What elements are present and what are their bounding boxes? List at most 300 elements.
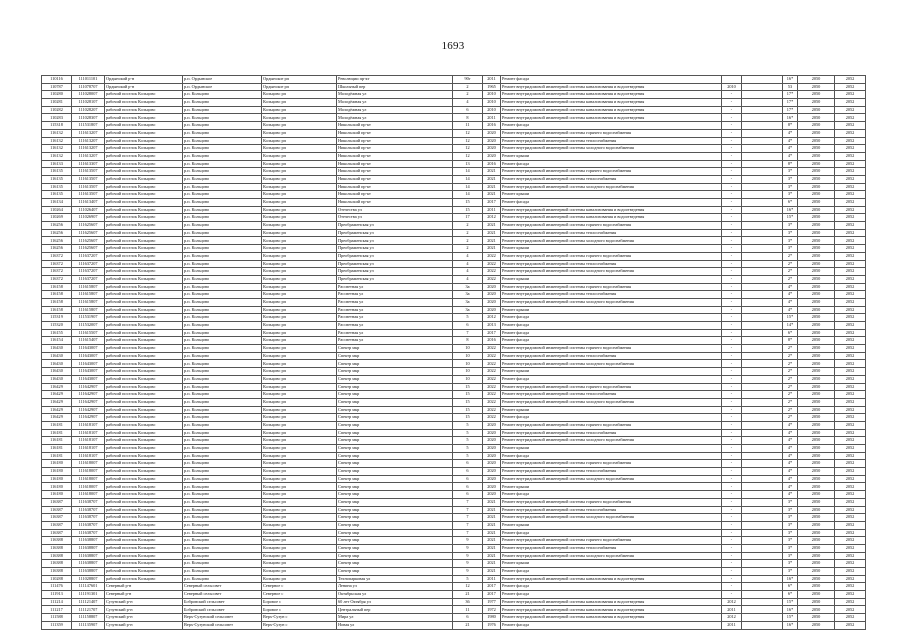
cell-fias-code: 111615407 [72, 337, 105, 345]
cell-k-value: 15* [783, 214, 798, 222]
cell-municipality: Северный сельсовет [183, 583, 262, 591]
cell-cost [742, 537, 783, 545]
cell-build-year: 2020 [483, 129, 501, 137]
cell-work-type: Ремонт внутридомовой инженерной системы канализования и водоотведения [501, 206, 722, 214]
table-row [42, 306, 866, 314]
cell-house-id: 115318 [42, 122, 72, 130]
cell-cost [742, 560, 783, 568]
cell-house-id: 111214 [42, 598, 72, 606]
cell-street: Никольский пр-кт [337, 183, 453, 191]
cell-locality: Кольцово рп [262, 360, 337, 368]
cell-work-type: Ремонт внутридомовой инженерной системы холодного водоснабжения [501, 475, 722, 483]
cell-house-id: 116180 [42, 483, 72, 491]
cell-municipality: р.п. Кольцово [183, 245, 262, 253]
cell-build-year: 2022 [483, 268, 501, 276]
cell-locality: Кольцово рп [262, 145, 337, 153]
cell-plan-year-start: 2050 [798, 76, 835, 84]
cell-municipality: р.п. Кольцово [183, 99, 262, 107]
cell-street: Спектр мкр [337, 468, 453, 476]
cell-plan-year-end: 2052 [835, 222, 866, 230]
cell-district: рабочий поселок Кольцово [105, 544, 183, 552]
cell-plan-year-start: 2050 [798, 552, 835, 560]
cell-plan-year-start: 2050 [798, 429, 835, 437]
cell-locality: Кольцово рп [262, 398, 337, 406]
cell-street: Никольский пр-кт [337, 152, 453, 160]
cell-locality: Кольцово рп [262, 568, 337, 576]
cell-locality: Ордынское рп [262, 76, 337, 84]
cell-work-type: Ремонт внутридомовой инженерной системы холодного водоснабжения [501, 183, 722, 191]
table-row [42, 606, 866, 614]
cell-locality: Кольцово рп [262, 245, 337, 253]
cell-street: Спектр мкр [337, 537, 453, 545]
cell-k-value: 4* [783, 445, 798, 453]
cell-street: Никольский пр-кт [337, 122, 453, 130]
cell-cost [742, 76, 783, 84]
cell-plan-year-start: 2050 [798, 614, 835, 622]
cell-work-type: Ремонт фасада [501, 199, 722, 207]
table-row [42, 537, 866, 545]
cell-work-type: Ремонт внутридомовой инженерной системы холодного водоснабжения [501, 298, 722, 306]
cell-locality: Боровое с [262, 606, 337, 614]
cell-street: Преображенская ул [337, 252, 453, 260]
cell-locality: Кольцово рп [262, 375, 337, 383]
cell-repair-year: - [722, 375, 742, 383]
cell-street: Школьный пер [337, 83, 453, 91]
cell-build-year: 1976 [483, 621, 501, 629]
cell-plan-year-start: 2050 [798, 137, 835, 145]
cell-repair-year: - [722, 383, 742, 391]
cell-house-number: 4 [453, 268, 483, 276]
cell-locality: Кольцово рп [262, 383, 337, 391]
cell-fias-code: 111613207 [72, 137, 105, 145]
cell-build-year: 2021 [483, 568, 501, 576]
cell-plan-year-end: 2052 [835, 560, 866, 568]
cell-municipality: р.п. Кольцово [183, 329, 262, 337]
cell-repair-year: 2010 [722, 83, 742, 91]
cell-fias-code: 111532007 [72, 322, 105, 330]
cell-k-value: 2* [783, 391, 798, 399]
cell-municipality: р.п. Кольцово [183, 237, 262, 245]
cell-plan-year-start: 2050 [798, 99, 835, 107]
table-row [42, 114, 866, 122]
cell-street: Молодёжная ул [337, 91, 453, 99]
cell-work-type: Ремонт внутридомовой инженерной системы горячего водоснабжения [501, 168, 722, 176]
cell-house-number: 6 [453, 322, 483, 330]
cell-locality: Кольцово рп [262, 275, 337, 283]
cell-municipality: р.п. Кольцово [183, 421, 262, 429]
cell-plan-year-start: 2050 [798, 506, 835, 514]
cell-municipality: р.п. Ордынское [183, 76, 262, 84]
cell-work-type: Ремонт крыши [501, 368, 722, 376]
table-row [42, 445, 866, 453]
cell-municipality: р.п. Кольцово [183, 383, 262, 391]
cell-locality: Ордынское рп [262, 83, 337, 91]
cell-work-type: Ремонт крыши [501, 560, 722, 568]
registry-body [42, 76, 866, 630]
cell-build-year: 2011 [483, 114, 501, 122]
cell-k-value: 3* [783, 237, 798, 245]
cell-build-year: 2020 [483, 298, 501, 306]
cell-plan-year-start: 2050 [798, 491, 835, 499]
cell-plan-year-end: 2052 [835, 483, 866, 491]
cell-house-number: 12 [453, 129, 483, 137]
cell-house-number: 14 [453, 175, 483, 183]
cell-district: рабочий поселок Кольцово [105, 283, 183, 291]
cell-repair-year: - [722, 437, 742, 445]
table-row [42, 322, 866, 330]
cell-house-number: 7 [453, 529, 483, 537]
cell-cost [742, 506, 783, 514]
cell-house-id: 110281 [42, 99, 72, 107]
cell-locality: Кольцово рп [262, 460, 337, 468]
cell-locality: Кольцово рп [262, 152, 337, 160]
cell-work-type: Ремонт внутридомовой инженерной системы канализования и водоотведения [501, 83, 722, 91]
cell-street: Преображенская ул [337, 268, 453, 276]
cell-municipality: р.п. Кольцово [183, 137, 262, 145]
cell-work-type: Ремонт внутридомовой инженерной системы горячего водоснабжения [501, 252, 722, 260]
cell-house-number: 6 [453, 468, 483, 476]
cell-house-id: 116135 [42, 191, 72, 199]
cell-municipality: р.п. Кольцово [183, 568, 262, 576]
cell-district: рабочий поселок Кольцово [105, 491, 183, 499]
cell-k-value: 3* [783, 168, 798, 176]
table-row [42, 421, 866, 429]
table-row [42, 106, 866, 114]
cell-build-year: 2022 [483, 375, 501, 383]
cell-street: Спектр мкр [337, 460, 453, 468]
cell-cost [742, 498, 783, 506]
cell-build-year: 2021 [483, 560, 501, 568]
cell-municipality: р.п. Кольцово [183, 168, 262, 176]
cell-plan-year-end: 2052 [835, 368, 866, 376]
cell-plan-year-start: 2050 [798, 206, 835, 214]
cell-cost [742, 521, 783, 529]
cell-district: рабочий поселок Кольцово [105, 337, 183, 345]
cell-k-value: 4* [783, 145, 798, 153]
table-row [42, 583, 866, 591]
cell-municipality: р.п. Кольцово [183, 375, 262, 383]
cell-cost [742, 260, 783, 268]
cell-plan-year-end: 2052 [835, 76, 866, 84]
cell-plan-year-end: 2052 [835, 252, 866, 260]
cell-cost [742, 445, 783, 453]
cell-plan-year-end: 2052 [835, 614, 866, 622]
cell-fias-code: 111028107 [72, 99, 105, 107]
cell-plan-year-start: 2050 [798, 583, 835, 591]
cell-fias-code: 111121407 [72, 598, 105, 606]
table-row [42, 199, 866, 207]
cell-cost [742, 460, 783, 468]
table-row [42, 498, 866, 506]
cell-fias-code: 111638707 [72, 529, 105, 537]
cell-repair-year: 2012 [722, 598, 742, 606]
cell-house-id: 116388 [42, 560, 72, 568]
cell-plan-year-end: 2052 [835, 283, 866, 291]
cell-fias-code: 111615807 [72, 291, 105, 299]
cell-fias-code: 111615807 [72, 306, 105, 314]
cell-repair-year: - [722, 475, 742, 483]
cell-build-year: 2021 [483, 245, 501, 253]
cell-house-number: 9 [453, 568, 483, 576]
cell-plan-year-start: 2050 [798, 275, 835, 283]
cell-build-year: 2022 [483, 275, 501, 283]
cell-cost [742, 199, 783, 207]
cell-work-type: Ремонт фасада [501, 337, 722, 345]
cell-house-number: 9 [453, 544, 483, 552]
cell-municipality: р.п. Кольцово [183, 544, 262, 552]
cell-municipality: р.п. Кольцово [183, 475, 262, 483]
cell-district: рабочий поселок Кольцово [105, 506, 183, 514]
cell-cost [742, 598, 783, 606]
cell-house-id: 116256 [42, 222, 72, 230]
table-row [42, 283, 866, 291]
cell-house-number: 12 [453, 583, 483, 591]
cell-fias-code: 111078707 [72, 83, 105, 91]
cell-plan-year-end: 2052 [835, 183, 866, 191]
cell-k-value: 16* [783, 114, 798, 122]
cell-street: Молодёжная ул [337, 99, 453, 107]
cell-plan-year-start: 2050 [798, 114, 835, 122]
cell-district: рабочий поселок Кольцово [105, 529, 183, 537]
cell-plan-year-end: 2052 [835, 606, 866, 614]
cell-house-number: 2 [453, 83, 483, 91]
cell-cost [742, 183, 783, 191]
cell-municipality: р.п. Кольцово [183, 260, 262, 268]
cell-house-id: 116372 [42, 260, 72, 268]
cell-repair-year: - [722, 145, 742, 153]
cell-repair-year: 2012 [722, 614, 742, 622]
cell-fias-code: 111643007 [72, 345, 105, 353]
cell-locality: Кольцово рп [262, 391, 337, 399]
cell-district: рабочий поселок Кольцово [105, 214, 183, 222]
cell-house-number: 6 [453, 483, 483, 491]
cell-house-number: 11 [453, 606, 483, 614]
cell-district: рабочий поселок Кольцово [105, 191, 183, 199]
cell-build-year: 2016 [483, 160, 501, 168]
cell-k-value: 2* [783, 268, 798, 276]
cell-plan-year-end: 2052 [835, 191, 866, 199]
cell-plan-year-end: 2052 [835, 298, 866, 306]
table-row [42, 460, 866, 468]
cell-cost [742, 360, 783, 368]
cell-build-year: 2020 [483, 152, 501, 160]
cell-work-type: Ремонт внутридомовой инженерной системы горячего водоснабжения [501, 129, 722, 137]
cell-district: рабочий поселок Кольцово [105, 498, 183, 506]
cell-plan-year-start: 2050 [798, 329, 835, 337]
cell-municipality: р.п. Кольцово [183, 160, 262, 168]
cell-house-id: 116388 [42, 568, 72, 576]
cell-municipality: р.п. Кольцово [183, 414, 262, 422]
cell-district: рабочий поселок Кольцово [105, 483, 183, 491]
cell-k-value: 16* [783, 606, 798, 614]
cell-k-value: 4* [783, 475, 798, 483]
table-row [42, 145, 866, 153]
cell-locality: Кольцово рп [262, 329, 337, 337]
cell-locality: Кольцово рп [262, 168, 337, 176]
cell-district: Северный р-н [105, 591, 183, 599]
cell-work-type: Ремонт внутридомовой инженерной системы горячего водоснабжения [501, 537, 722, 545]
cell-district: рабочий поселок Кольцово [105, 460, 183, 468]
cell-house-number: 10 [453, 375, 483, 383]
cell-locality: Кольцово рп [262, 314, 337, 322]
cell-house-id: 116387 [42, 521, 72, 529]
cell-plan-year-start: 2050 [798, 560, 835, 568]
cell-k-value: 2* [783, 352, 798, 360]
cell-house-id: 110283 [42, 114, 72, 122]
cell-house-number: 2 [453, 91, 483, 99]
cell-work-type: Ремонт внутридомовой инженерной системы теплоснабжения [501, 291, 722, 299]
cell-work-type: Ремонт фасада [501, 452, 722, 460]
cell-repair-year: - [722, 237, 742, 245]
cell-k-value: 4* [783, 306, 798, 314]
cell-fias-code: 111637207 [72, 260, 105, 268]
table-row [42, 429, 866, 437]
cell-fias-code: 111618107 [72, 445, 105, 453]
cell-fias-code: 111028207 [72, 106, 105, 114]
cell-build-year: 2021 [483, 498, 501, 506]
cell-cost [742, 245, 783, 253]
cell-locality: Кольцово рп [262, 206, 337, 214]
cell-municipality: р.п. Кольцово [183, 552, 262, 560]
repair-registry-table [41, 75, 866, 630]
cell-municipality: р.п. Кольцово [183, 537, 262, 545]
cell-work-type: Ремонт крыши [501, 306, 722, 314]
cell-work-type: Ремонт крыши [501, 406, 722, 414]
cell-municipality: Верх-Сузунский сельсовет [183, 614, 262, 622]
cell-house-id: 116158 [42, 283, 72, 291]
table-row [42, 591, 866, 599]
table-row [42, 552, 866, 560]
cell-municipality: р.п. Кольцово [183, 222, 262, 230]
cell-house-id: 116135 [42, 175, 72, 183]
cell-district: рабочий поселок Кольцово [105, 360, 183, 368]
table-row [42, 275, 866, 283]
cell-house-id: 116388 [42, 544, 72, 552]
page-number: 1693 [441, 40, 465, 52]
cell-cost [742, 168, 783, 176]
table-row [42, 99, 866, 107]
cell-street: Рассветная ул [337, 322, 453, 330]
cell-district: рабочий поселок Кольцово [105, 99, 183, 107]
cell-work-type: Ремонт фасада [501, 322, 722, 330]
cell-district: рабочий поселок Кольцово [105, 199, 183, 207]
cell-k-value: 8* [783, 160, 798, 168]
cell-cost [742, 614, 783, 622]
cell-cost [742, 406, 783, 414]
cell-work-type: Ремонт внутридомовой инженерной системы горячего водоснабжения [501, 283, 722, 291]
cell-plan-year-start: 2050 [798, 414, 835, 422]
cell-street: Спектр мкр [337, 383, 453, 391]
cell-plan-year-start: 2050 [798, 514, 835, 522]
cell-plan-year-start: 2050 [798, 437, 835, 445]
cell-plan-year-end: 2052 [835, 398, 866, 406]
cell-locality: Кольцово рп [262, 414, 337, 422]
cell-repair-year: - [722, 129, 742, 137]
cell-repair-year: - [722, 452, 742, 460]
cell-street: Преображенская ул [337, 237, 453, 245]
cell-work-type: Ремонт внутридомовой инженерной системы теплоснабжения [501, 429, 722, 437]
cell-build-year: 2011 [483, 206, 501, 214]
cell-street: Рассветная ул [337, 291, 453, 299]
cell-street: Преображенская ул [337, 275, 453, 283]
cell-municipality: р.п. Кольцово [183, 529, 262, 537]
cell-k-value: 4* [783, 491, 798, 499]
cell-street: Спектр мкр [337, 491, 453, 499]
cell-street: Спектр мкр [337, 421, 453, 429]
cell-municipality: р.п. Кольцово [183, 514, 262, 522]
cell-plan-year-end: 2052 [835, 122, 866, 130]
cell-plan-year-start: 2050 [798, 475, 835, 483]
cell-cost [742, 483, 783, 491]
cell-house-number: 14 [453, 168, 483, 176]
cell-fias-code: 111618107 [72, 429, 105, 437]
cell-plan-year-end: 2052 [835, 506, 866, 514]
cell-locality: Кольцово рп [262, 575, 337, 583]
cell-plan-year-end: 2052 [835, 360, 866, 368]
cell-street: Спектр мкр [337, 360, 453, 368]
cell-build-year: 2021 [483, 521, 501, 529]
cell-locality: Кольцово рп [262, 468, 337, 476]
cell-house-number: 9 [453, 537, 483, 545]
cell-fias-code: 111011101 [72, 76, 105, 84]
cell-plan-year-start: 2050 [798, 306, 835, 314]
cell-repair-year: - [722, 391, 742, 399]
cell-repair-year: - [722, 591, 742, 599]
cell-plan-year-end: 2052 [835, 99, 866, 107]
cell-house-number: 21 [453, 621, 483, 629]
cell-plan-year-end: 2052 [835, 268, 866, 276]
cell-fias-code: 111625607 [72, 229, 105, 237]
cell-cost [742, 552, 783, 560]
cell-district: рабочий поселок Кольцово [105, 575, 183, 583]
cell-house-id: 116429 [42, 383, 72, 391]
cell-work-type: Ремонт фасада [501, 414, 722, 422]
cell-street: Никольский пр-кт [337, 145, 453, 153]
table-row [42, 337, 866, 345]
cell-street: Рассветная ул [337, 329, 453, 337]
cell-build-year: 2022 [483, 345, 501, 353]
cell-work-type: Ремонт внутридомовой инженерной системы канализования и водоотведения [501, 598, 722, 606]
cell-cost [742, 345, 783, 353]
cell-plan-year-end: 2052 [835, 175, 866, 183]
cell-build-year: 2022 [483, 368, 501, 376]
cell-street: Спектр мкр [337, 560, 453, 568]
cell-cost [742, 375, 783, 383]
cell-fias-code: 111191301 [72, 591, 105, 599]
cell-fias-code: 111625607 [72, 245, 105, 253]
cell-cost [742, 475, 783, 483]
cell-work-type: Ремонт внутридомовой инженерной системы горячего водоснабжения [501, 498, 722, 506]
cell-repair-year: - [722, 152, 742, 160]
cell-repair-year: - [722, 521, 742, 529]
cell-plan-year-start: 2050 [798, 445, 835, 453]
cell-cost [742, 114, 783, 122]
cell-cost [742, 91, 783, 99]
cell-house-number: 15 [453, 206, 483, 214]
cell-cost [742, 214, 783, 222]
cell-locality: Кольцово рп [262, 337, 337, 345]
cell-district: рабочий поселок Кольцово [105, 383, 183, 391]
cell-municipality: р.п. Ордынское [183, 83, 262, 91]
cell-municipality: р.п. Кольцово [183, 406, 262, 414]
cell-k-value: 2* [783, 360, 798, 368]
cell-district: рабочий поселок Кольцово [105, 421, 183, 429]
cell-cost [742, 268, 783, 276]
cell-fias-code: 111618007 [72, 460, 105, 468]
cell-district: рабочий поселок Кольцово [105, 206, 183, 214]
cell-build-year: 2020 [483, 137, 501, 145]
cell-build-year: 1965 [483, 83, 501, 91]
